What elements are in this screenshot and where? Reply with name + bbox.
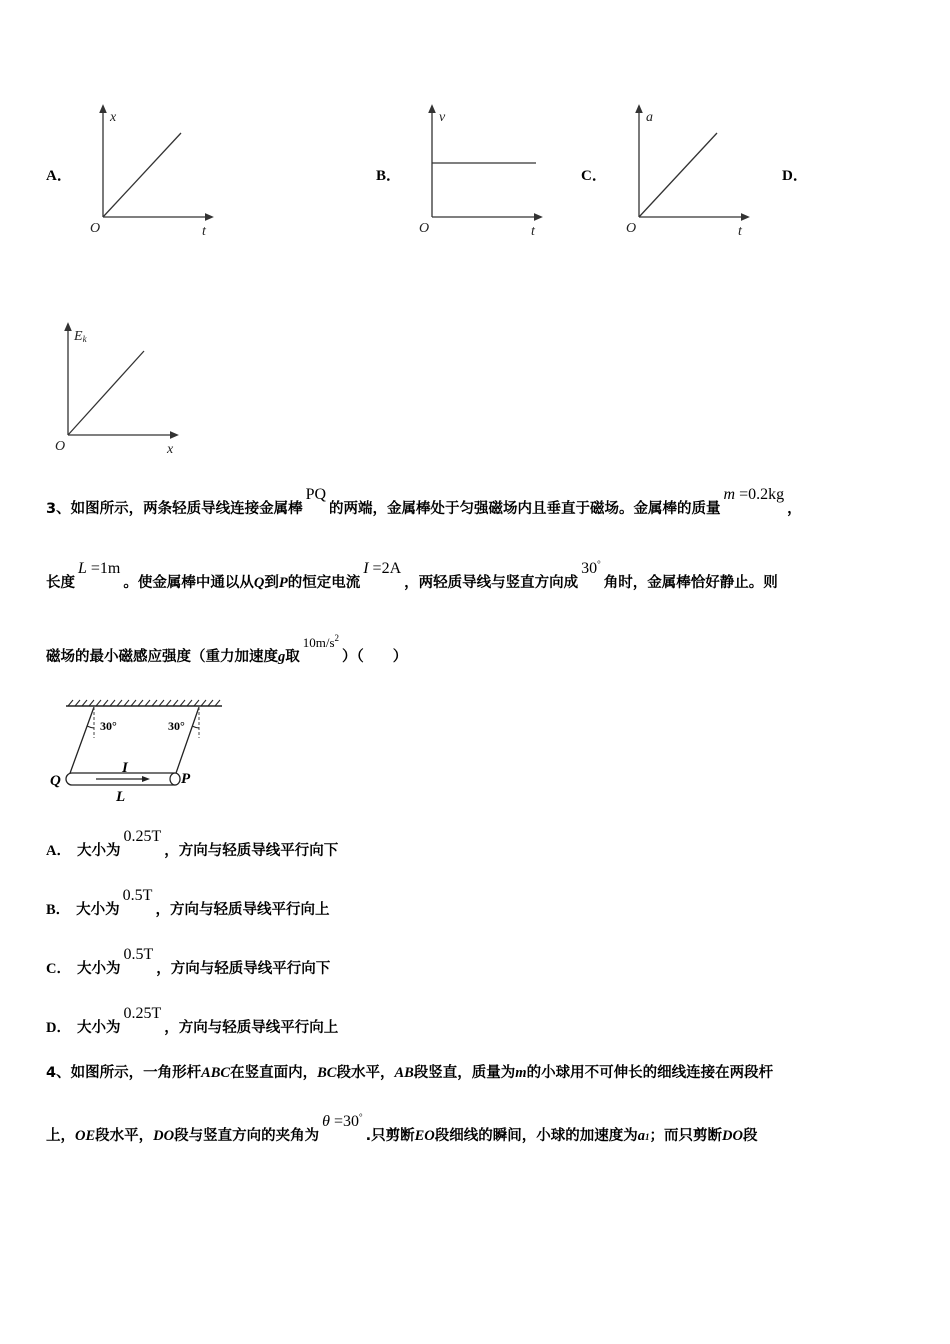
q3-fig-q-label: Q (50, 773, 61, 789)
graph-b-y-label: v (439, 110, 446, 125)
q3-number: 3、 (46, 501, 71, 517)
q3-line-3: 磁场的最小磁感应强度（重力加速度g取$10m/s^2$）（ ） (46, 633, 408, 665)
graph-a-xt (85, 100, 220, 240)
q4-line-2: 上，OE段水平，DO段与竖直方向的夹角为θ =30°.只剪断EO段细线的瞬间，小球的加速度为a1；而只剪断DO段 (46, 1112, 758, 1144)
graph-b-origin: O (419, 221, 430, 236)
q3-fig-l-label: L (116, 789, 126, 805)
q3-choice-d[interactable]: D． 大小为0.25T，方向与轻质导线平行向上 (46, 1005, 339, 1036)
q3-angle: 30° (581, 559, 601, 577)
q3-line-2: 长度L =1m。使金属棒中通以从Q到P的恒定电流I =2A，两轻质导线与竖直方向成30°角时，金属棒恰好静止。则 (46, 559, 778, 591)
q4-number: 4、 (46, 1065, 71, 1081)
graph-d-origin: O (55, 439, 66, 454)
option-c-label: C． (581, 168, 607, 184)
q3-current: I =2A (363, 560, 402, 577)
graph-a-y-label: x (110, 110, 117, 125)
q3-choice-c[interactable]: C． 大小为0.5T，方向与轻质导线平行向下 (46, 946, 331, 977)
graph-c-x-label: t (738, 224, 742, 239)
q3-length: L =1m (78, 560, 121, 577)
option-d-label: D． (782, 168, 808, 184)
graph-d-ekx (50, 318, 185, 458)
option-b-label: B． (376, 168, 402, 184)
q3-fig-p-label: P (181, 771, 191, 787)
q3-fig-angle-right: 30° (168, 719, 185, 733)
q3-choice-a[interactable]: A． 大小为0.25T，方向与轻质导线平行向下 (46, 828, 339, 859)
q3-choice-b[interactable]: B． 大小为0.5T，方向与轻质导线平行向上 (46, 887, 330, 918)
q4-line-1: 4、如图所示，一角形杆ABC在竖直面内，BC段水平，AB段竖直，质量为m的小球用不可伸长的细线连接在两段杆 (46, 1065, 774, 1081)
graph-c-y-label: a (646, 110, 653, 125)
q4-theta: θ =30° (322, 1112, 363, 1130)
q3-gravity: $10m/s^2$ (302, 633, 340, 650)
graph-d-y-label: Ek (74, 329, 87, 344)
q3-pq: PQ (305, 486, 327, 503)
graph-b-vt (414, 100, 549, 240)
graph-a-origin: O (90, 221, 101, 236)
graph-c-origin: O (626, 221, 637, 236)
graph-d-x-label: x (167, 442, 174, 457)
q3-line-1: 3、如图所示，两条轻质导线连接金属棒PQ的两端，金属棒处于匀强磁场内且垂直于磁场。金属棒的质量m =0.2kg， (46, 486, 802, 517)
graph-c-at (621, 100, 756, 240)
q3-fig-angle-left: 30° (100, 719, 117, 733)
graph-a-x-label: t (202, 224, 206, 239)
q3-mass: m =0.2kg (723, 486, 785, 503)
graph-b-x-label: t (531, 224, 535, 239)
q3-figure (44, 698, 234, 808)
option-a-label: A． (46, 168, 72, 184)
q3-fig-i-label: I (122, 760, 128, 776)
